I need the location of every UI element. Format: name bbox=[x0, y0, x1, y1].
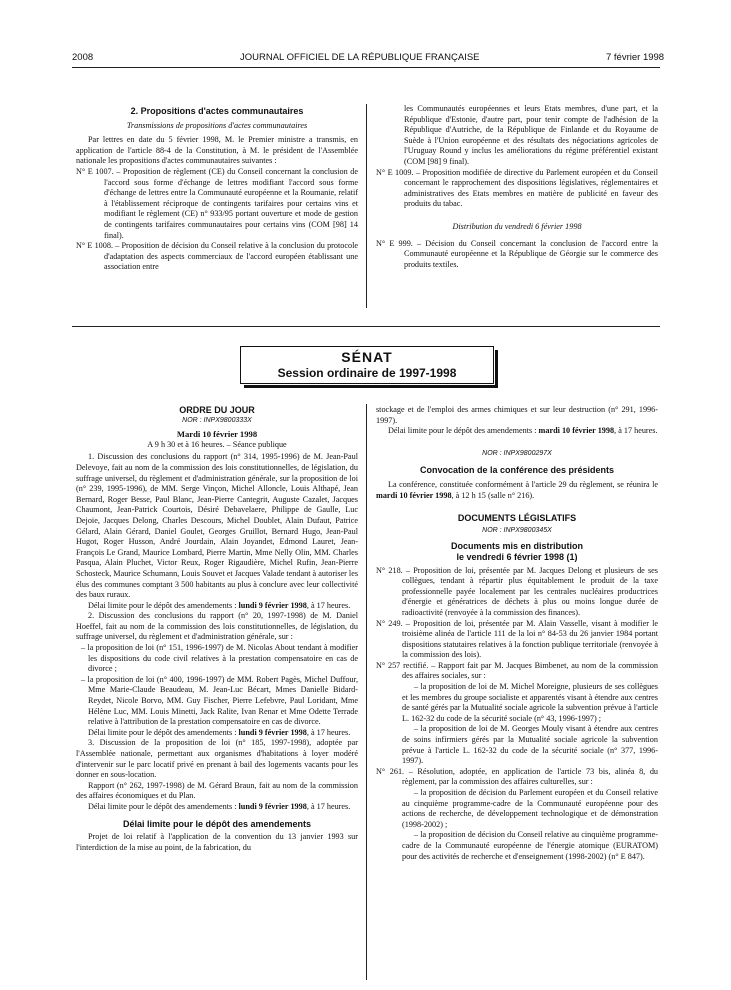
column-divider bbox=[366, 104, 367, 308]
session-title: Session ordinaire de 1997-1998 bbox=[277, 366, 457, 380]
distribution-heading: Distribution du vendredi 6 février 1998 bbox=[452, 221, 582, 231]
list-subitem: – la proposition de loi de M. Michel Moreigne, plusieurs de ses collègues et les membres du groupe socialiste et apparentés visant à étendre aux centres de santé gérés par la Mutualité sociale agricole la subvention prévue à l'article L. 162-32 du code de la sécurité sociale (n° 43, 1996-1997) ; bbox=[402, 682, 658, 723]
ordre-du-jour-column bbox=[76, 405, 358, 853]
list-item: N° 261. – Résolution, adoptée, en application de l'article 73 bis, alinéa 8, du règlement, par la commission des affaires culturelles, sur : bbox=[376, 766, 659, 787]
nor-reference: NOR : INPX9800345X bbox=[482, 526, 552, 534]
top-right-column bbox=[376, 104, 658, 270]
delai-heading: Délai limite pour le dépôt des amendements bbox=[122, 818, 312, 829]
ordre-title: ORDRE DU JOUR bbox=[179, 405, 255, 415]
projet-paragraph: Projet de loi relatif à l'application de la convention du 13 janvier 1993 sur l'interdiction de la mise au point, de la fabrication, du bbox=[76, 832, 358, 852]
delai-2: Délai limite pour le dépôt des amendements : lundi 9 février 1998, à 17 heures. bbox=[88, 727, 351, 737]
intro-paragraph: Par lettres en date du 5 février 1998, M. le Premier ministre a transmis, en application de l'article 88-4 de la Constitution, à M. le président de l'Assemblée nationale les propositions d'actes communautaires suivantes : bbox=[76, 135, 358, 166]
nor-reference: NOR : INPX9800333X bbox=[182, 416, 252, 424]
right-column bbox=[376, 405, 658, 862]
convocation-paragraph: La conférence, constituée conformément à l'article 29 du règlement, se réunira le mardi 10 février 1998, à 12 h 15 (salle n° 216). bbox=[376, 479, 658, 500]
convocation-title: Convocation de la conférence des présidents bbox=[419, 465, 615, 476]
item-3-rapport: Rapport (n° 262, 1997-1998) de M. Gérard Braun, fait au nom de la commission des affaires économiques et du Plan. bbox=[76, 780, 358, 801]
list-item: N° 218. – Proposition de loi, présentée par M. Jacques Delong et plusieurs de ses collègues, tendant à répartir plus équitablement le produit de la taxe professionnelle payée localement par les centrales nucléaires productrices d'énergie et génératrices de déchets à plus ou moins longue durée de radioactivité (renvoyée à la commission des finances). bbox=[376, 565, 658, 617]
list-item: N° 257 rectifié. – Rapport fait par M. Jacques Bimbenet, au nom de la commission des affaires sociales, sur : bbox=[376, 660, 658, 681]
list-subitem: – la proposition de décision du Parlement européen et du Conseil relative au cinquième programme-cadre de la Communauté européenne pour des actions de recherche, de développement technologique et de démonstration (1998-2002) ; bbox=[402, 788, 658, 829]
section-heading: 2. Propositions d'actes communautaires bbox=[130, 106, 304, 116]
docs-subtitle: Documents mis en distribution bbox=[450, 541, 583, 552]
page-number: 2008 bbox=[72, 52, 94, 63]
list-item: N° E 1007. – Proposition de règlement (CE) du Conseil concernant la conclusion de l'accord sous forme d'échange de lettres modifiant l'accord sous forme d'échange de lettres entre la Communauté européenne et la Roumanie, relatif à l'établissement réciproque de contingents tarifaires pour certains vins et modifiant le règlement (CE) n° 933/95 portant ouverture et mode de gestion de contingents tarifaires communautaires pour certains vins (COM [98] 14 final). bbox=[76, 166, 358, 240]
senat-box bbox=[240, 346, 494, 384]
list-subitem: – la proposition de loi de M. Georges Mouly visant à étendre aux centres de soins infirmiers gérés par la Mutualité sociale agricole la subvention prévue à l'article L. 162-32 du code de la sécurité sociale (n° 377, 1996-1997). bbox=[402, 724, 658, 766]
continuation-text: les Communautés européennes et leurs Etats membres, d'une part, et la République d'Estonie, d'autre part, pour tenir compte de l'adhésion de la République d'Autriche, de la République de Finlande et du Royaume de Suède à l'Union européenne et des résultats des négociations agricoles de l'Uruguay Round y inclus les améliorations du régime préférentiel existant (COM [98] 9 final). bbox=[404, 104, 658, 166]
journal-title: JOURNAL OFFICIEL DE LA RÉPUBLIQUE FRANÇAISE bbox=[240, 52, 480, 63]
item-2-sub-1: – la proposition de loi (n° 151, 1996-1997) de M. Nicolas About tendant à modifier les dispositions du code civil relatives à la prestation compensatoire en cas de divorce ; bbox=[81, 643, 358, 674]
item-2: 2. Discussion des conclusions du rapport (n° 20, 1997-1998) de M. Daniel Hoeffel, fait au nom de la commission des lois constitutionnelles, de législation, du suffrage universel, du règlement et d'administration générale, sur : bbox=[76, 611, 358, 642]
item-3: 3. Discussion de la proposition de loi (n° 185, 1997-1998), adoptée par l'Assemblée nationale, permettant aux organismes d'habitations à loyer modéré d'intervenir sur le parc locatif privé en prenant à bail des logements vacants pour les donner en sous-location. bbox=[76, 738, 358, 780]
section-rule bbox=[72, 326, 660, 327]
delai-1: Délai limite pour le dépôt des amendements : lundi 9 février 1998, à 17 heures. bbox=[88, 600, 351, 610]
seance-line: A 9 h 30 et à 16 heures. – Séance publique bbox=[147, 439, 287, 449]
senat-title: SÉNAT bbox=[341, 349, 393, 365]
header-rule bbox=[72, 67, 660, 68]
delai-paragraph: Délai limite pour le dépôt des amendements : mardi 10 février 1998, à 17 heures. bbox=[388, 426, 658, 436]
list-item: N° 249. – Proposition de loi, présentée par M. Alain Vasselle, visant à modifier le troisième alinéa de l'article 111 de la loi n° 84-53 du 26 janvier 1984 portant dispositions statutaires relatives à la fonction publique territoriale (renvoyée à la commission des lois). bbox=[376, 618, 658, 660]
item-1: 1. Discussion des conclusions du rapport (n° 314, 1995-1996) de M. Jean-Paul Delevoye, fait au nom de la commission des lois constitutionnelles, de législation, du suffrage universel, du règlement et d'administration générale, sur la proposition de loi (n° 239, 1995-1996), de MM. Serge Vinçon, Michel Alloncle, Louis Althapé, Jean Bernard, Roger Besse, Paul Blanc, Jean-Pierre Cantegrit, Auguste Cazalet, Jacques Chaumont, Jean-Patrick Courtois, Désiré Debavelaere, Philippe de Gaulle, Luc Dejoie, Jacques Delong, Charles Descours, Michel Doublet, Alain Dufaut, Patrice Gélard, Alain Gérard, Daniel Goulet, Georges Gruillot, Bernard Hugo, Jean-Paul Hugot, Roger Husson, André Jourdain, Alain Joyandet, Edmond Lauret, Jean-François Le Grand, Maurice Lombard, Pierre Martin, Mme Nelly Olin, MM. Charles Pasqua, Alain Pluchet, Victor Reux, Roger Rigaudière, Michel Rufin, Jean-Pierre Schosteck, Maurice Schumann, Louis Souvet et Jacques Valade tendant à autoriser les élus des communes comptant 3 500 habitants au plus à conclure avec leur collectivité des baux ruraux. bbox=[76, 452, 359, 600]
list-subitem: – la proposition de décision du Conseil relative au cinquième programme-cadre de la Communauté européenne de l'énergie atomique (EURATOM) pour des activités de recherche et d'enseignement (1998-2002) (n° E 847). bbox=[402, 830, 658, 861]
header-date: 7 février 1998 bbox=[606, 52, 665, 63]
delai-3: Délai limite pour le dépôt des amendements : lundi 9 février 1998, à 17 heures. bbox=[88, 801, 351, 811]
item-2-sub-2: – la proposition de loi (n° 400, 1996-1997) de MM. Robert Pagès, Michel Duffour, Mme Marie-Claude Beaudeau, M. Jean-Luc Bécart, Mmes Danielle Bidard-Reydet, Nicole Borvo, MM. Guy Fischer, Pierre Lefebvre, Paul Loridant, Mme Hélène Luc, MM. Louis Minetti, Jack Ralite, Ivan Renar et Mme Odette Terrade relative à l'attribution de la prestation compensatoire en cas de divorce. bbox=[81, 674, 358, 727]
list-item: N° E 999. – Décision du Conseil concernant la conclusion de l'accord entre la Communauté européenne et la République de Géorgie sur le commerce des produits textiles. bbox=[376, 238, 658, 269]
nor-reference: NOR : INPX9800297X bbox=[482, 449, 552, 457]
continuation-text: stockage et de l'emploi des armes chimiques et sur leur destruction (n° 291, 1996-1997). bbox=[376, 405, 658, 425]
day-title: Mardi 10 février 1998 bbox=[176, 429, 258, 440]
docs-subtitle-date: le vendredi 6 février 1998 (1) bbox=[456, 551, 578, 562]
top-left-column bbox=[76, 106, 358, 273]
list-item: N° E 1008. – Proposition de décision du Conseil relative à la conclusion du protocole d'adaptation des aspects commerciaux de l'accord européen établissant une association entre bbox=[76, 241, 358, 272]
section-subheading: Transmissions de propositions d'actes communautaires bbox=[126, 120, 308, 130]
docs-title: DOCUMENTS LÉGISLATIFS bbox=[457, 513, 577, 524]
list-item: N° E 1009. – Proposition modifiée de directive du Parlement européen et du Conseil concernant le rapprochement des dispositions législatives, réglementaires et administratives des Etats membres en matière de publicité en faveur des produits du tabac. bbox=[376, 167, 658, 209]
column-divider bbox=[366, 404, 367, 980]
